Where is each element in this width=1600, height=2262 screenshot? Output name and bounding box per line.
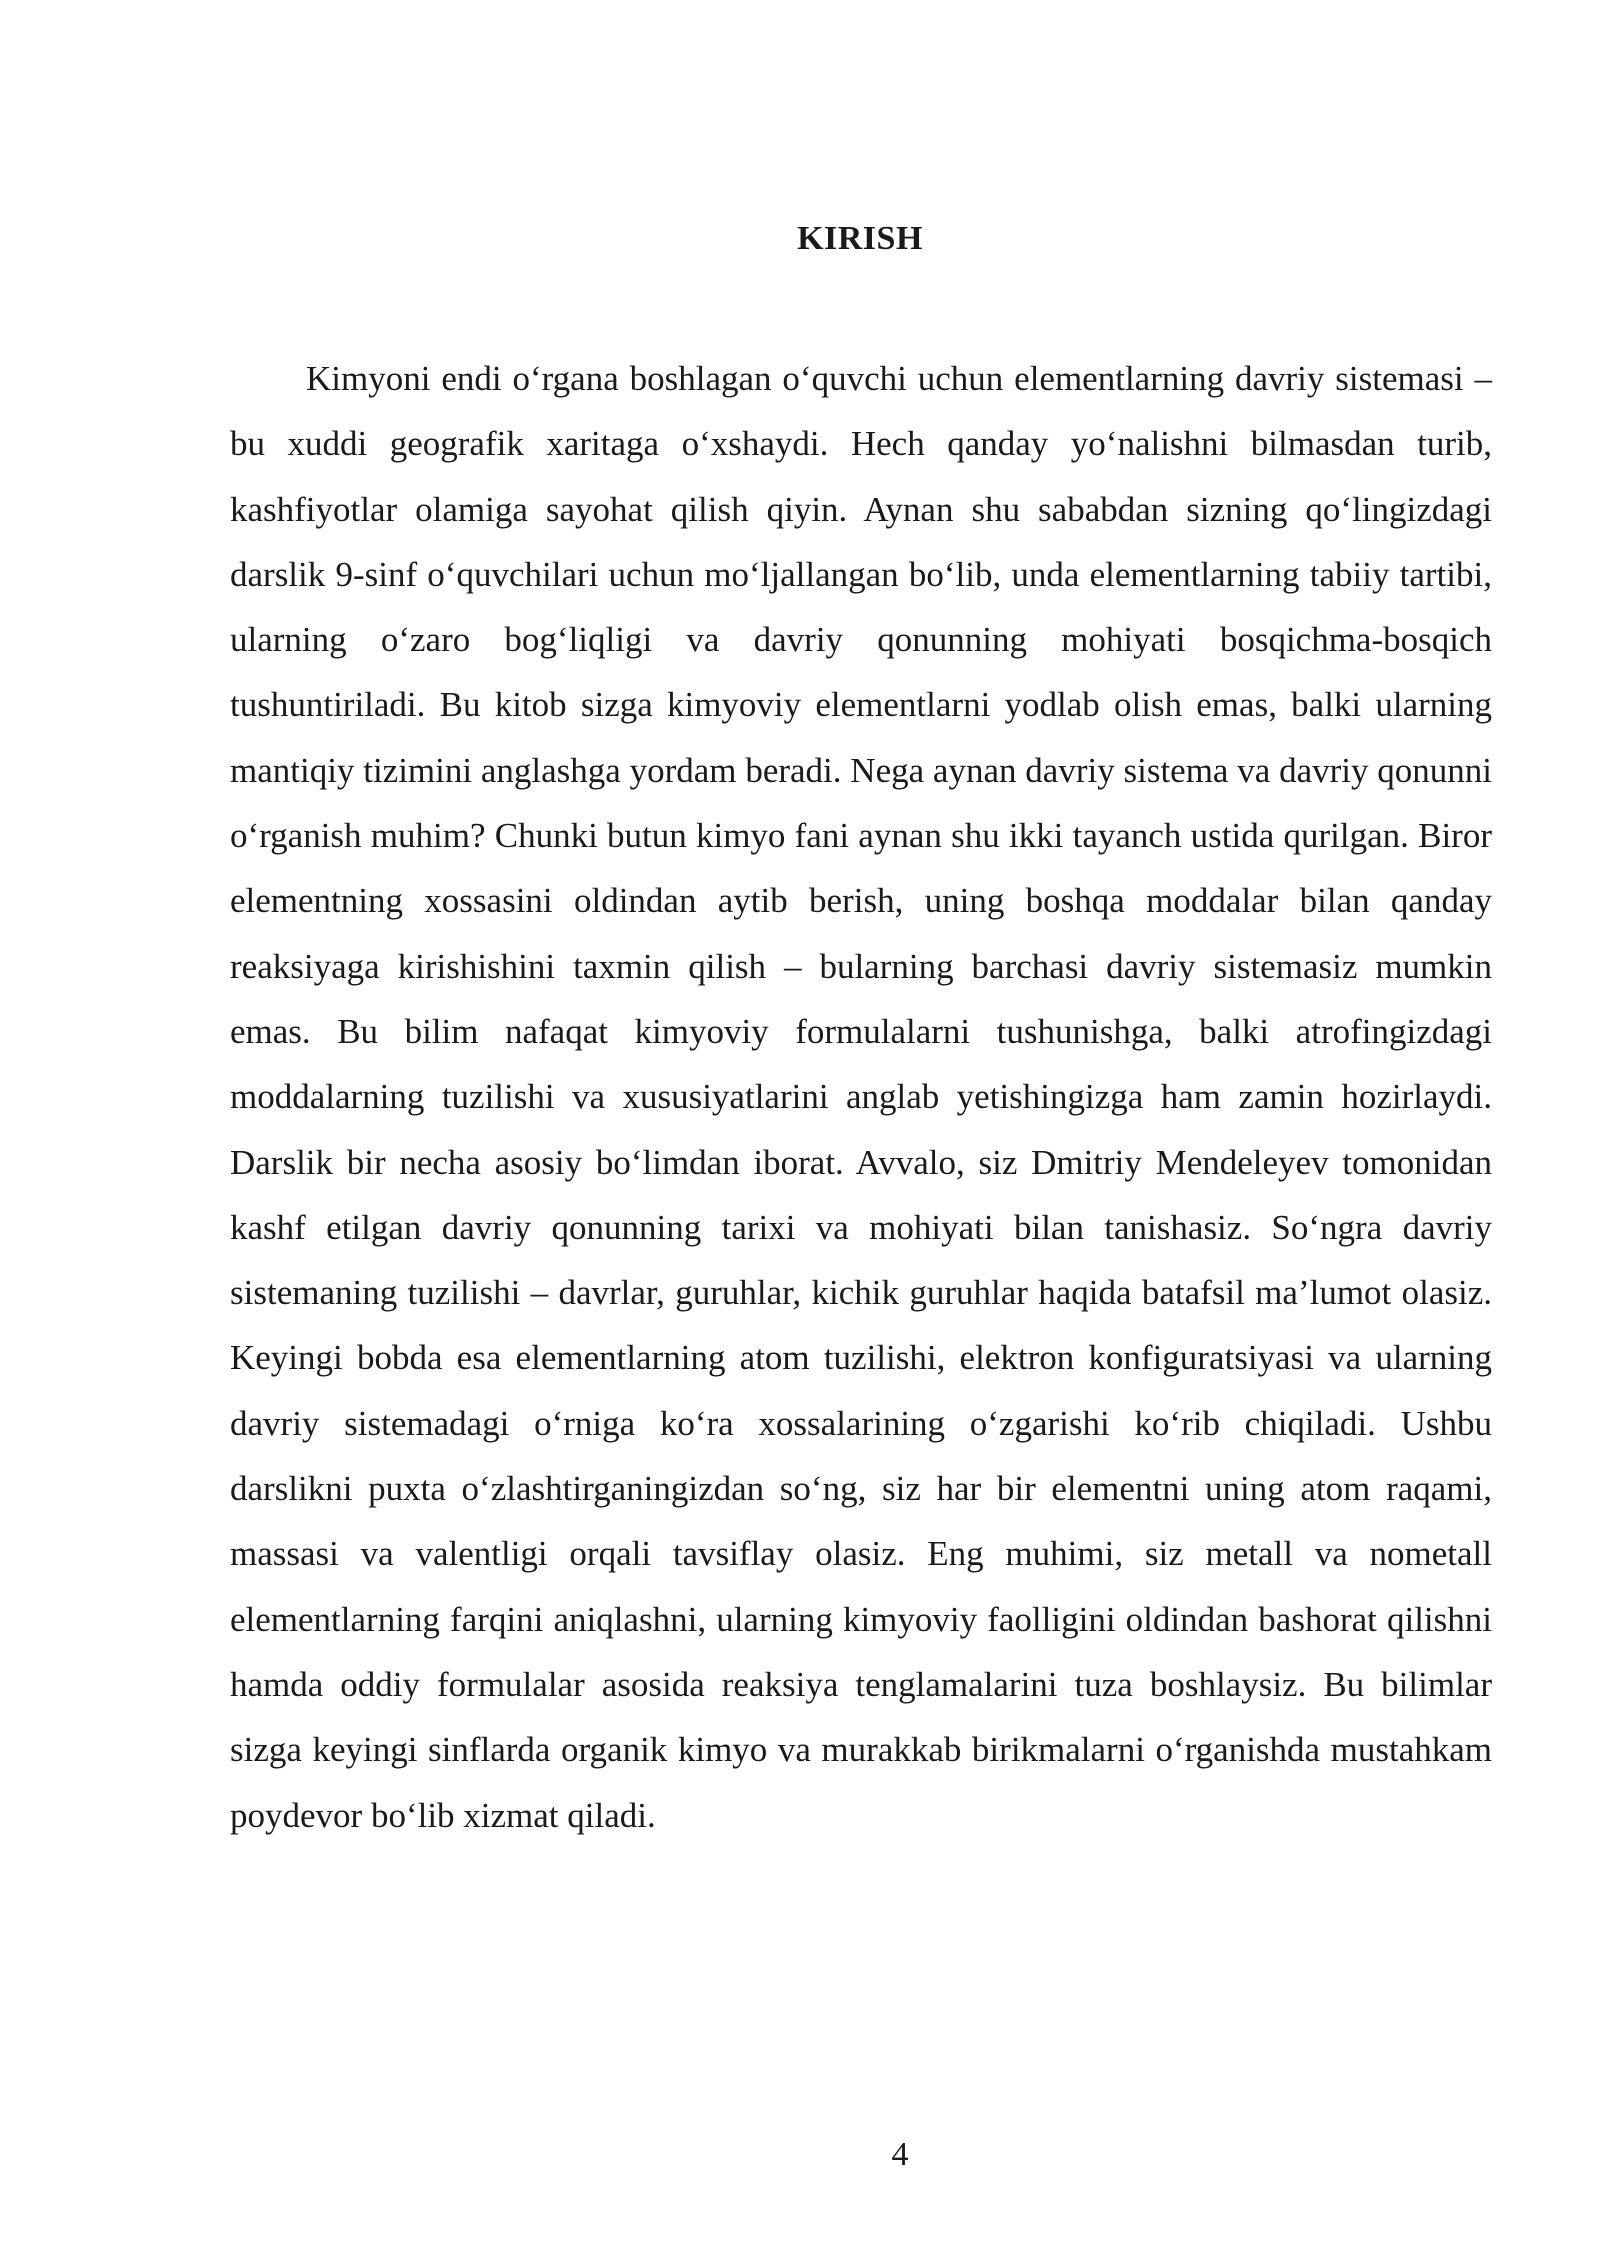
page-title: KIRISH (797, 220, 923, 257)
page-number: 4 (891, 2136, 909, 2173)
body-paragraph: Kimyoni endi o‘rgana boshlagan o‘quvchi uchun elementlarning davriy sistemasi – bu xuddi geografik xaritaga o‘xshaydi. Hech qanday yo‘nalishni bilmasdan turib, kashfiyotlar olamiga sayohat qilish qiyin. Aynan shu sababdan sizning qo‘lingizdagi darslik 9-sinf o‘quvchilari uchun mo‘ljallangan bo‘lib, unda elementlarning tabiiy tartibi, ularning o‘zaro bog‘liqligi va davriy qonunning mohiyati bosqichma-bosqich tushuntiriladi. Bu kitob sizga kimyoviy elementlarni yodlab olish emas, balki ularning mantiqiy tizimini anglashga yordam beradi. Nega aynan davriy sistema va davriy qonunni o‘rganish muhim? Chunki butun kimyo fani aynan shu ikki tayanch ustida qurilgan. Biror elementning xossasini oldindan aytib berish, uning boshqa moddalar bilan qanday reaksiyaga kirishishini taxmin qilish – bularning barchasi davriy sistemasiz mumkin emas. Bu bilim nafaqat kimyoviy formulalarni tushunishga, balki atrofingizdagi moddalarning tuzilishi va xususiyatlarini anglab yetishingizga ham zamin hozirlaydi. Darslik bir necha asosiy bo‘limdan iborat. Avvalo, siz Dmitriy Mendeleyev tomonidan kashf etilgan davriy qonunning tarixi va mohiyati bilan tanishasiz. So‘ngra davriy sistemaning tuzilishi – davrlar, guruhlar, kichik guruhlar haqida batafsil ma’lumot olasiz. Keyingi bobda esa elementlarning atom tuzilishi, elektron konfiguratsiyasi va ularning davriy sistemadagi o‘rniga ko‘ra xossalarining o‘zgarishi ko‘rib chiqiladi. Ushbu darslikni puxta o‘zlashtirganingizdan so‘ng, siz har bir elementni uning atom raqami, massasi va valentligi orqali tavsiflay olasiz. Eng muhimi, siz metall va nometall elementlarning farqini aniqlashni, ularning kimyoviy faolligini oldindan bashorat qilishni hamda oddiy formulalar asosida reaksiya tenglamalarini tuza boshlaysiz. Bu bilimlar sizga keyingi sinflarda organik kimyo va murakkab birikmalarni o‘rganishda mustahkam poydevor bo‘lib xizmat qiladi. (230, 359, 1492, 1835)
